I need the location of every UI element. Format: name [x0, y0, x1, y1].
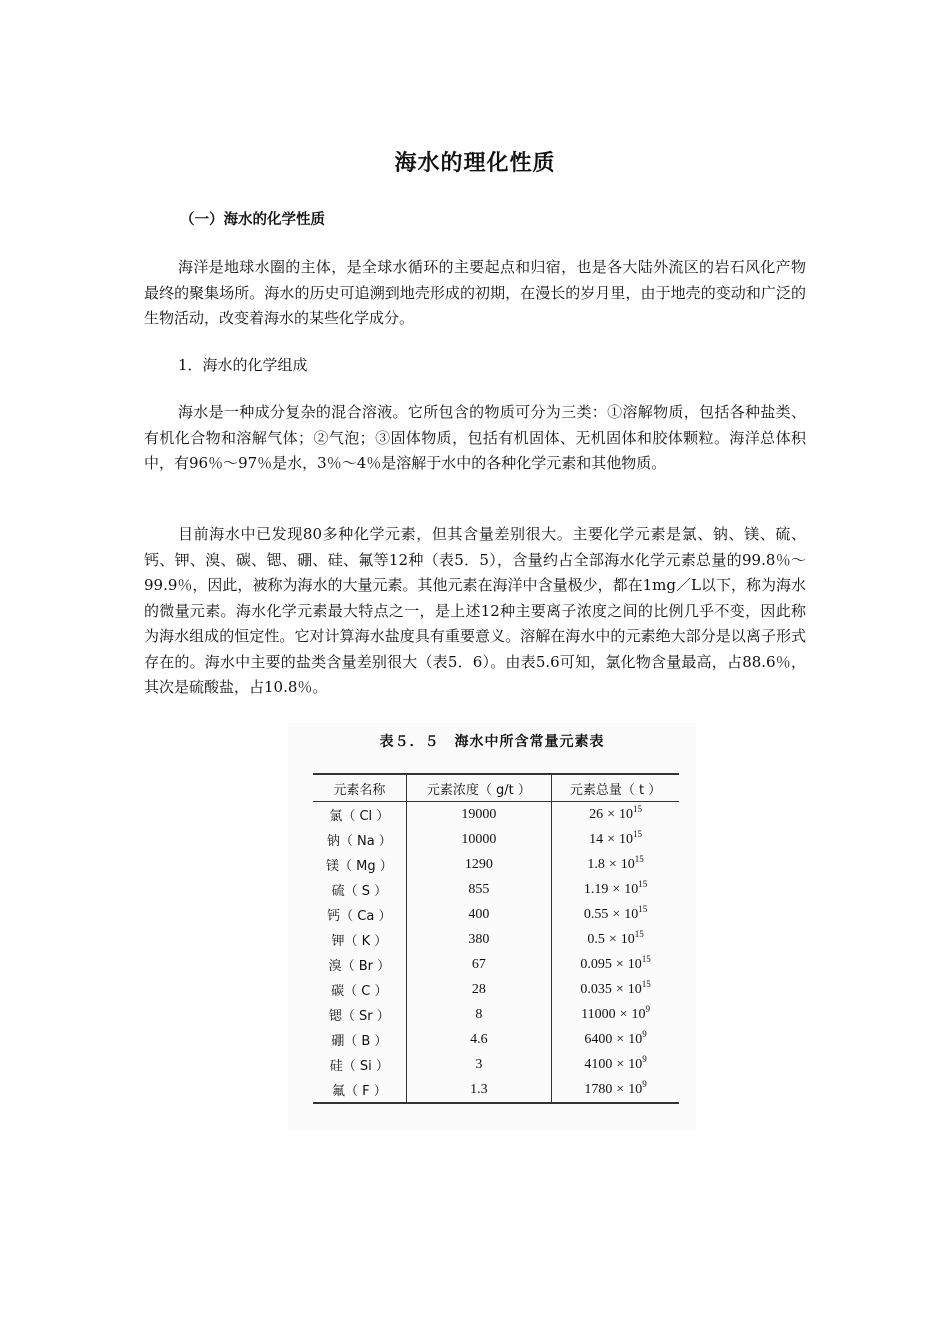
element-table: [313, 773, 679, 1104]
total-coefficient: 1.8: [587, 856, 605, 872]
table-row: [313, 877, 679, 902]
times-sign: ×: [612, 881, 621, 897]
times-sign: ×: [616, 1081, 625, 1097]
total-exponent: 15: [641, 978, 651, 989]
element-name-cell: 溴（ Br ）: [328, 959, 391, 974]
concentration-cell: 855: [406, 877, 552, 902]
total-exponent: 9: [645, 1003, 651, 1014]
element-name-cell: 硼（ B ）: [331, 1034, 388, 1049]
total-amount-cell: [552, 877, 679, 902]
total-base: 10: [619, 831, 634, 847]
total-base: 10: [620, 856, 635, 872]
total-exponent: 9: [642, 1053, 647, 1064]
section-heading: （一）海水的化学性质: [180, 212, 325, 228]
concentration-cell: 10000: [406, 827, 552, 852]
total-exponent: 15: [638, 878, 648, 889]
times-sign: ×: [616, 1031, 625, 1047]
concentration-cell: 19000: [406, 802, 552, 828]
times-sign: ×: [608, 931, 617, 947]
total-base: 10: [628, 1056, 643, 1072]
total-exponent: 15: [638, 903, 648, 914]
page-title: 海水的理化性质: [394, 151, 556, 176]
total-exponent: 15: [633, 828, 643, 839]
times-sign: ×: [607, 831, 616, 847]
times-sign: ×: [615, 981, 624, 997]
element-name-cell: 钠（ Na ）: [326, 834, 392, 849]
total-exponent: 15: [634, 853, 644, 864]
element-name-cell: 氯（ Cl ）: [329, 809, 390, 824]
table-row: [313, 1052, 679, 1077]
header-element-name: 元素名称: [313, 774, 406, 802]
total-coefficient: 14: [589, 831, 604, 847]
concentration-cell: 28: [406, 977, 552, 1002]
table-row: [313, 902, 679, 927]
table-row: [313, 1027, 679, 1052]
times-sign: ×: [616, 1056, 625, 1072]
total-base: 10: [619, 806, 634, 822]
table-row: [313, 802, 679, 828]
total-amount-cell: [552, 1077, 679, 1103]
concentration-cell: 4.6: [406, 1027, 552, 1052]
total-coefficient: 4100: [584, 1056, 613, 1072]
total-base: 10: [624, 906, 639, 922]
header-concentration: 元素浓度（ g/t ）: [406, 774, 552, 802]
total-amount-cell: [552, 1052, 679, 1077]
paragraph-intro: 海洋是地球水圈的主体，是全球水循环的主要起点和归宿，也是各大陆外流区的岩石风化产物最终的聚集场所。海水的历史可追溯到地壳形成的初期，在漫长的岁月里，由于地壳的变动和广泛的生物活动，改变着海水的某些化学成分。: [144, 258, 806, 327]
paragraph-elements: 目前海水中已发现80多种化学元素，但其含量差别很大。主要化学元素是氯、钠、镁、硫、钙、钾、溴、碳、锶、硼、硅、氟等12种（表5．5），含量约占全部海水化学元素总量的99.8％～99.9％，因此，被称为海水的大量元素。其他元素在海洋中含量极少，都在1mg／L以下，称为海水的微量元素。海水化学元素最大特点之一，是上述12种主要离子浓度之间的比例几乎不变，因此称为海水组成的恒定性。它对计算海水盐度具有重要意义。溶解在海水中的元素绝大部分是以离子形式存在的。海水中主要的盐类含量差别很大（表5．6）。由表5.6可知，氯化物含量最高，占88.6％，其次是硫酸盐，占10.8％。: [144, 525, 806, 696]
total-coefficient: 1780: [584, 1081, 613, 1097]
total-coefficient: 1.19: [583, 881, 609, 897]
total-base: 10: [627, 981, 642, 997]
table-row: [313, 927, 679, 952]
concentration-cell: 3: [406, 1052, 552, 1077]
total-amount-cell: [552, 852, 679, 877]
total-exponent: 15: [641, 953, 651, 964]
total-coefficient: 0.5: [587, 931, 605, 947]
times-sign: ×: [608, 856, 617, 872]
element-table-figure: [288, 723, 696, 1130]
table-row: [313, 952, 679, 977]
header-total-amount: 元素总量（ t ）: [552, 774, 679, 802]
times-sign: ×: [619, 1006, 628, 1022]
total-coefficient: 0.035: [580, 981, 612, 997]
element-name-cell: 硅（ Si ）: [329, 1059, 389, 1074]
total-base: 10: [624, 881, 639, 897]
total-coefficient: 0.55: [583, 906, 609, 922]
element-name-cell: 氟（ F ）: [313, 1077, 406, 1103]
subheading-chemical-composition: 1．海水的化学组成: [178, 356, 308, 374]
total-amount-cell: [552, 827, 679, 852]
concentration-cell: 380: [406, 927, 552, 952]
concentration-cell: 67: [406, 952, 552, 977]
concentration-cell: 1290: [406, 852, 552, 877]
concentration-cell: 1.3: [406, 1077, 552, 1103]
total-base: 10: [627, 956, 642, 972]
element-name-cell: 锶（ Sr ）: [328, 1009, 390, 1024]
table-row: [313, 1077, 679, 1103]
element-name-cell: 碳（ C ）: [331, 984, 388, 999]
total-amount-cell: [552, 952, 679, 977]
total-coefficient: 0.095: [580, 956, 612, 972]
paragraph-mixture: 海水是一种成分复杂的混合溶液。它所包含的物质可分为三类：①溶解物质，包括各种盐类、有机化合物和溶解气体；②气泡；③固体物质，包括有机固体、无机固体和胶体颗粒。海洋总体积中，有96％～97％是水，3％～4％是溶解于水中的各种化学元素和其他物质。: [144, 403, 806, 472]
total-exponent: 9: [642, 1028, 647, 1039]
concentration-cell: 400: [406, 902, 552, 927]
times-sign: ×: [612, 906, 621, 922]
times-sign: ×: [607, 806, 616, 822]
total-amount-cell: [552, 927, 679, 952]
element-name-cell: 硫（ S ）: [331, 884, 388, 899]
total-amount-cell: [552, 802, 679, 828]
total-amount-cell: [552, 1027, 679, 1052]
total-amount-cell: [552, 902, 679, 927]
table-row: [313, 852, 679, 877]
element-name-cell: 钙（ Ca ）: [327, 909, 392, 924]
total-exponent: 9: [642, 1078, 647, 1089]
table-row: [313, 827, 679, 852]
element-name-cell: 镁（ Mg ）: [325, 859, 393, 874]
total-base: 10: [631, 1006, 646, 1022]
total-base: 10: [628, 1081, 643, 1097]
total-base: 10: [620, 931, 635, 947]
total-amount-cell: [552, 977, 679, 1002]
total-exponent: 15: [634, 928, 644, 939]
total-coefficient: 6400: [584, 1031, 613, 1047]
total-amount-cell: [552, 1002, 679, 1027]
table-row: [313, 977, 679, 1002]
concentration-cell: 8: [406, 1002, 552, 1027]
total-coefficient: 11000: [581, 1006, 616, 1022]
element-name-cell: 钾（ K ）: [331, 934, 388, 949]
table-row: [313, 1002, 679, 1027]
table-caption: 表５．５ 海水中所含常量元素表: [379, 734, 605, 750]
table-body: [313, 802, 679, 1104]
times-sign: ×: [615, 956, 624, 972]
total-coefficient: 26: [589, 806, 604, 822]
table-header-row: [313, 774, 679, 802]
total-exponent: 15: [633, 803, 643, 814]
total-base: 10: [628, 1031, 643, 1047]
